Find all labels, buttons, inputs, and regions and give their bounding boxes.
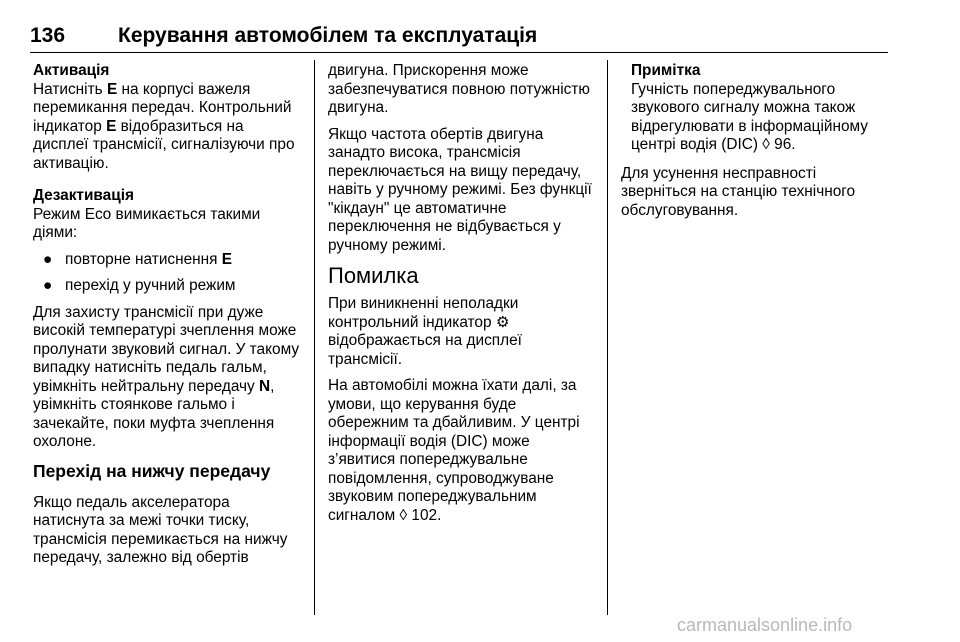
activation-text-1: Натисніть [33,80,107,98]
column-divider-2 [607,60,608,615]
fault-text-2: відображається на дисплеї трансмісії. [328,332,522,368]
downshift-heading: Перехід на нижчу передачу [33,460,271,481]
activation-key: E [106,80,118,98]
bullet-1-key: E [221,250,233,268]
deactivation-section [33,187,303,243]
deactivation-text: Режим Eco вимикається такими діями: [33,205,261,241]
protection-text-2: , увімкніть стоянкове гальмо і зачекайте, поки муфта зчеплення охолоне. [33,377,275,450]
continuation-text: двигуна. Прискорення може забезпечуватися повною потужністю двигуна. [328,62,590,116]
note-heading: Примітка [631,62,701,79]
drive-paragraph [328,377,593,525]
page-ref-arrow-icon: ◊ [399,506,408,524]
deactivation-list [33,251,303,296]
page-ref-arrow-icon: ◊ [762,136,770,153]
protection-key: N [259,377,271,395]
downshift-text: Якщо педаль акселератора натиснута за межі точки тиску, трансмісія перемикається на нижчу передачу, залежно від обертів [33,493,288,566]
activation-text-2: на корпусі важеля перемикання передач. Контрольний індикатор [33,80,292,135]
bullet-1-text: повторне натиснення [65,250,222,268]
fault-paragraph [328,295,593,369]
list-item [33,251,303,270]
list-item [33,277,303,296]
bullet-icon: ● [43,277,53,294]
drive-text: На автомобілі можна їхати далі, за умови, що керування буде обережним та дбайливим. У центрі інформації водія (DIC) може з’явитися попереджувальне повідомлення, супроводжуване звуковим попереджувальним сигналом [328,377,580,524]
service-paragraph: Для усунення несправності зверніться на станцію технічного обслуговування. [621,164,856,219]
protection-text-1: Для захисту трансмісії при дуже високій температурі зчеплення може пролунати звуковий сигнал. У такому випадку натисніть педаль гальм, увімкніть нейтральну передачу [33,303,300,395]
bullet-2-text: перехід у ручний режим [65,277,236,294]
fault-heading: Помилка [328,263,419,288]
fault-text-1: При виникненні неполадки контрольний індикатор [328,295,519,331]
page-ref-link[interactable]: 96. [769,136,796,153]
header-rule [30,52,888,53]
activation-heading: Активація [33,62,110,79]
note-block [621,62,889,155]
note-text: Гучність попереджувального звукового сигналу можна також відрегулювати в інформаційному центрі водія (DIC) [631,80,868,153]
activation-section [33,62,303,173]
column-1 [33,62,303,576]
column-3 [621,62,889,228]
column-2 [328,62,593,533]
page-header [30,24,888,54]
deactivation-heading: Дезактивація [33,187,134,204]
gearbox-warning-icon: ⚙ [495,313,510,331]
page-number: 136 [30,24,66,47]
page-ref-link[interactable]: 102. [407,506,442,524]
rpm-paragraph: Якщо частота обертів двигуна занадто висока, трансмісія переключається на вищу передачу, навіть у ручному режимі. Без функції "кікдаун" це автоматичне переключення не відбувається у ручному режимі. [328,125,592,254]
bullet-icon: ● [43,250,53,268]
column-divider-1 [314,60,315,615]
activation-text-3: відобразиться на дисплеї трансмісії, сигналізуючи про активацію. [33,117,295,172]
page-title: Керування автомобілем та експлуатація [118,24,538,47]
activation-key-2: E [106,117,117,135]
protection-paragraph [33,304,303,452]
watermark: carmanualsonline.info [677,615,853,635]
